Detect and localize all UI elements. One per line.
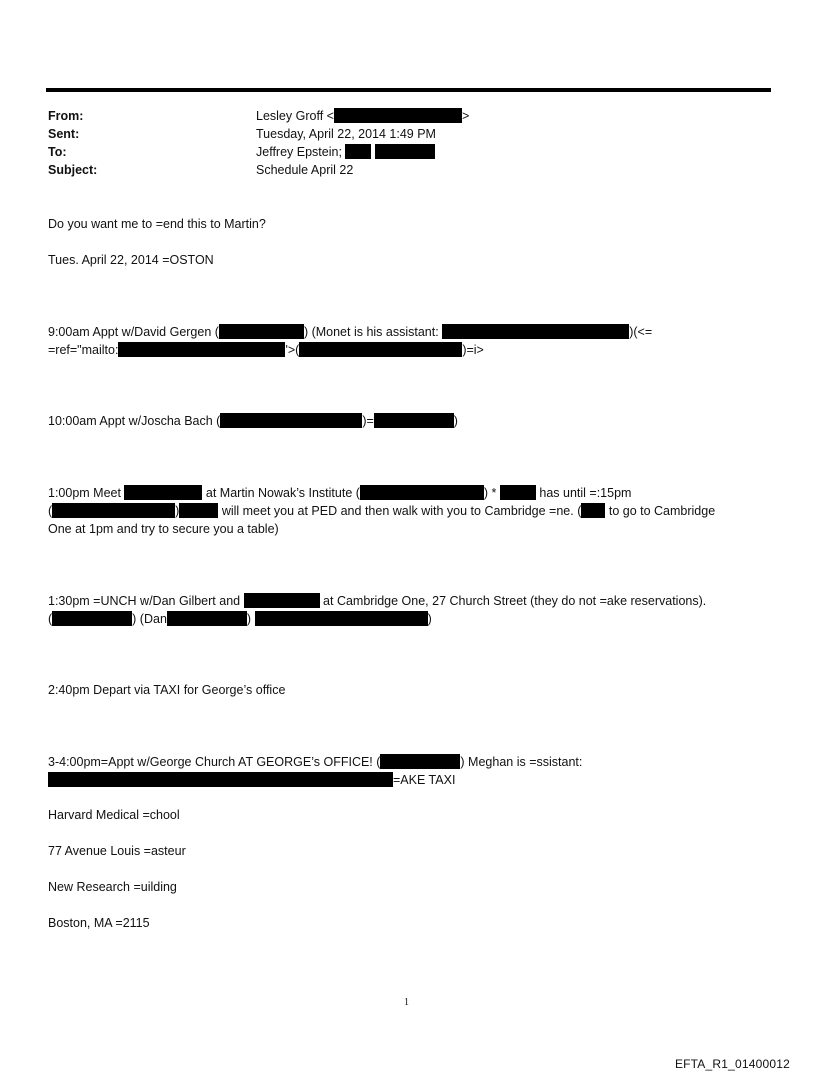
redaction: [118, 342, 285, 357]
appt3-line2: ( ) will meet you at PED and then walk with you to Cambridge =ne. ( to go to Cambridge: [48, 504, 716, 518]
appt3-line1: 1:00pm Meet at Martin Nowak’s Institute ( ) * has until =:15pm: [48, 486, 632, 500]
appt5-line2: =AKE TAXI: [48, 772, 455, 788]
subject-label: Subject:: [48, 163, 98, 177]
redaction: [442, 324, 629, 339]
address-line-4: Boston, MA =2115: [48, 916, 150, 930]
address-line-2: 77 Avenue Louis =asteur: [48, 844, 186, 858]
redaction: [500, 485, 536, 500]
redaction: [374, 413, 454, 428]
intro-line: Do you want me to =end this to Martin?: [48, 217, 266, 231]
from-value: Lesley Groff < >: [256, 109, 470, 123]
subject-value: Schedule April 22: [256, 163, 354, 177]
redaction: [48, 772, 393, 787]
redaction: [334, 108, 462, 123]
sent-value: Tuesday, April 22, 2014 1:49 PM: [256, 127, 436, 141]
to-value: Jeffrey Epstein;: [256, 144, 435, 160]
appt2-line: 10:00am Appt w/Joscha Bach ( )= ): [48, 414, 458, 428]
appt4-line1: 1:30pm =UNCH w/Dan Gilbert and at Cambridge One, 27 Church Street (they do not =ake reservations).: [48, 594, 707, 608]
header-rule: [46, 88, 771, 92]
appt3-line3: One at 1pm and try to secure you a table): [48, 522, 279, 536]
date-line: Tues. April 22, 2014 =OSTON: [48, 253, 214, 267]
redaction: [179, 503, 218, 518]
address-line-1: Harvard Medical =chool: [48, 808, 180, 822]
address-line-3: New Research =uilding: [48, 880, 177, 894]
from-label: From:: [48, 109, 84, 123]
redaction: [52, 503, 175, 518]
redaction: [360, 485, 484, 500]
appt4-line2: ( ) (Dan ) ): [48, 612, 432, 626]
redaction: [220, 413, 362, 428]
sent-label: Sent:: [48, 127, 80, 141]
depart-line: 2:40pm Depart via TAXI for George’s office: [48, 683, 286, 697]
page-number: 1: [404, 997, 409, 1008]
to-label: To:: [48, 145, 67, 159]
document-id: EFTA_R1_01400012: [674, 1057, 790, 1071]
redaction: [219, 324, 304, 339]
redaction: [52, 611, 132, 626]
appt1-line1: 9:00am Appt w/David Gergen ( ) (Monet is his assistant: )(<=: [48, 325, 653, 339]
redaction: [244, 593, 320, 608]
redaction: [380, 754, 460, 769]
redaction: [299, 342, 462, 357]
redaction: [345, 144, 371, 159]
appt1-line2: =ref="mailto: '>( )=i>: [48, 343, 484, 357]
redaction: [255, 611, 428, 626]
redaction: [167, 611, 247, 626]
redaction: [581, 503, 605, 518]
redaction: [375, 144, 435, 159]
appt5-line1: 3-4:00pm=Appt w/George Church AT GEORGE’s OFFICE! ( ) Meghan is =ssistant:: [48, 755, 583, 769]
redaction: [124, 485, 202, 500]
